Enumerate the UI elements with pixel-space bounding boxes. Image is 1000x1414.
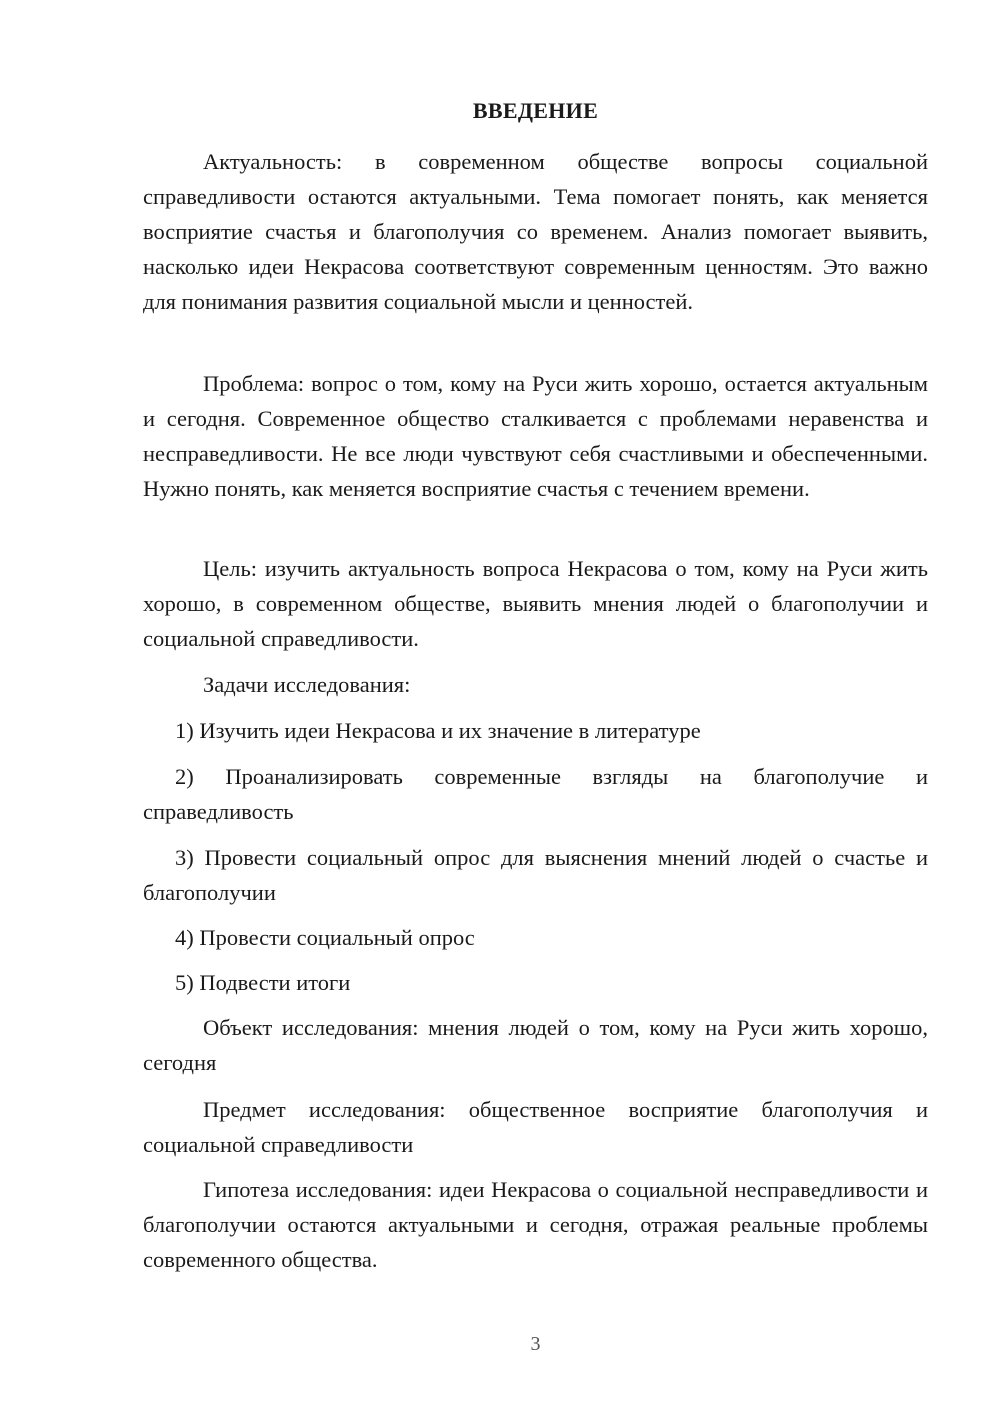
task-item: 2) Проанализировать современные взгляды на благополучие и справедливость [143, 764, 928, 824]
paragraph-object: Объект исследования: мнения людей о том, кому на Руси жить хорошо, сегодня [143, 1015, 928, 1075]
paragraph-hypothesis: Гипотеза исследования: идеи Некрасова о социальной несправедливости и благополучии остаются актуальными и сегодня, отражая реальные проблемы современного общества. [143, 1177, 928, 1272]
paragraph-goal: Цель: изучить актуальность вопроса Некрасова о том, кому на Руси жить хорошо, в современном обществе, выявить мнения людей о благополучии и социальной справедливости. [143, 556, 928, 651]
tasks-heading: Задачи исследования: [203, 672, 411, 697]
task-item: 5) Подвести итоги [175, 970, 351, 995]
paragraph-relevance: Актуальность: в современном обществе вопросы социальной справедливости остаются актуальными. Тема помогает понять, как меняется восприятие счастья и благополучия со временем. Анализ помогает выявить, насколько идеи Некрасова соответствуют современным ценностям. Это важно для понимания развития социальной мысли и ценностей. [143, 149, 928, 314]
task-item: 1) Изучить идеи Некрасова и их значение в литературе [175, 718, 701, 743]
paragraph-subject: Предмет исследования: общественное восприятие благополучия и социальной справедливости [143, 1097, 928, 1157]
paragraph-problem: Проблема: вопрос о том, кому на Руси жить хорошо, остается актуальным и сегодня. Современное общество сталкивается с проблемами неравенства и несправедливости. Не все люди чувствуют себя счастливыми и обеспеченными. Нужно понять, как меняется восприятие счастья с течением времени. [143, 371, 928, 501]
task-item: 3) Провести социальный опрос для выяснения мнений людей о счастье и благополучии [143, 845, 928, 905]
task-item: 4) Провести социальный опрос [175, 925, 475, 950]
section-title: ВВЕДЕНИЕ [472, 98, 599, 123]
page-number: 3 [530, 1333, 541, 1355]
